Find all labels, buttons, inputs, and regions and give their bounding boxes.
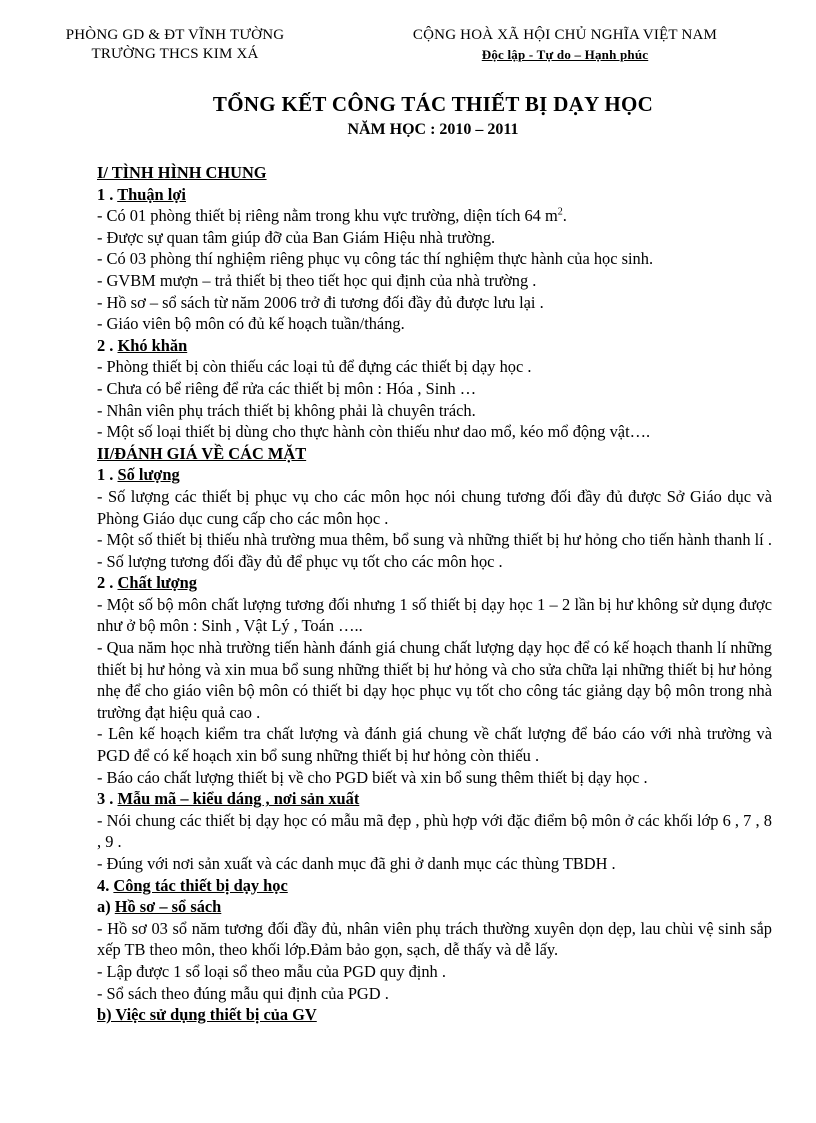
- advantage-item: - Giáo viên bộ môn có đủ kế hoạch tuần/tháng.: [97, 314, 405, 334]
- section-heading: II/ĐÁNH GIÁ VỀ CÁC MẶT: [97, 443, 307, 463]
- advantage-item: - GVBM mượn – trả thiết bị theo tiết học qui định của nhà trường .: [97, 270, 537, 290]
- difficulty-item: - Một số loại thiết bị dùng cho thực hành còn thiếu như dao mổ, kéo mổ động vật….: [97, 422, 651, 442]
- subsection-heading: 3 . Mẫu mã – kiểu dáng , nơi sản xuất: [97, 789, 360, 809]
- paragraph: - Lên kế hoạch kiểm tra chất lượng và đánh giá chung về chất lượng để báo cáo với nhà trường và PGD để có kế hoạch xin bổ sung những thiết bị hư hỏng còn thiếu .: [97, 724, 772, 766]
- document-title: TỔNG KẾT CÔNG TÁC THIẾT BỊ DẠY HỌC: [212, 92, 654, 116]
- paragraph: - Đúng với nơi sản xuất và các danh mục đã ghi ở danh mục các thùng TBDH .: [97, 854, 616, 873]
- advantage-item: - Được sự quan tâm giúp đỡ của Ban Giám Hiệu nhà trường.: [97, 227, 496, 247]
- subsection-heading: 1 . Số lượng: [97, 465, 180, 485]
- paragraph: - Lập được 1 sổ loại sổ theo mẫu của PGD quy định .: [97, 961, 446, 981]
- paragraph: - Qua năm học nhà trường tiến hành đánh giá chung chất lượng dạy học để có kế hoạch thanh lí những thiết bị hư hỏng và xin mua bổ sung những thiết bị hư hỏng và cho sửa chữa lại những thiết bị hư hỏng nhẹ để cho giáo viên bộ môn có thiết bi dạy học phục vụ tốt cho công tác giảng dạy bộ môn trong nhà trường đạt hiệu quả cao .: [97, 638, 772, 722]
- advantage-item: - Hồ sơ – sổ sách từ năm 2006 trở đi tương đối đầy đủ được lưu lại .: [97, 292, 544, 312]
- advantage-item: - Có 03 phòng thí nghiệm riêng phục vụ công tác thí nghiệm thực hành của học sinh.: [97, 249, 654, 269]
- subsection-heading: 4. Công tác thiết bị dạy học: [97, 875, 288, 895]
- paragraph: - Sổ sách theo đúng mẫu qui định của PGD .: [97, 983, 389, 1003]
- country-name: CỘNG HOÀ XÃ HỘI CHỦ NGHĨA VIỆT NAM: [412, 27, 718, 43]
- paragraph: - Báo cáo chất lượng thiết bị về cho PGD biết và xin bổ sung thêm thiết bị dạy học .: [97, 767, 648, 787]
- paragraph: - Nói chung các thiết bị dạy học có mẫu mã đẹp , phù hợp với đặc điểm bộ môn ở các khối lớp 6 , 7 , 8 , 9 .: [97, 810, 772, 852]
- paragraph: - Hồ sơ 03 sổ năm tương đối đầy đủ, nhân viên phụ trách thường xuyên dọn dẹp, lau chùi vệ sinh sắp xếp TB theo môn, theo khối lớp.Đảm bảo gọn, sạch, dễ thấy và dễ lấy.: [97, 918, 772, 960]
- advantage-item: - Có 01 phòng thiết bị riêng nằm trong khu vực trường, diện tích 64 $m^2$.: [97, 206, 567, 226]
- department-name: PHÒNG GD & ĐT VĨNH TƯỜNG: [65, 27, 285, 43]
- difficulty-item: - Nhân viên phụ trách thiết bị không phải là chuyên trách.: [97, 400, 476, 420]
- school-year: NĂM HỌC : 2010 – 2011: [347, 121, 519, 138]
- subsection-heading: 1 . Thuận lợi: [97, 184, 186, 204]
- national-motto: Độc lập - Tự do – Hạnh phúc: [481, 47, 649, 62]
- paragraph: - Một số thiết bị thiếu nhà trường mua thêm, bổ sung và những thiết bị hư hỏng cho tiến hành thanh lí .: [97, 530, 772, 550]
- subsection-heading-a: a) Hồ sơ – sổ sách: [97, 897, 222, 917]
- report-body: [97, 162, 772, 1026]
- section-heading: I/ TÌNH HÌNH CHUNG: [97, 163, 267, 182]
- paragraph: - Số lượng tương đối đầy đủ để phục vụ tốt cho các môn học .: [97, 551, 503, 571]
- subsection-heading: 2 . Khó khăn: [97, 335, 188, 355]
- national-header-block: [380, 26, 750, 64]
- issuing-agency-block: [40, 26, 310, 64]
- subsection-heading-b: b) Việc sử dụng thiết bị của GV: [97, 1005, 317, 1025]
- difficulty-item: - Chưa có bể riêng để rửa các thiết bị môn : Hóa , Sinh …: [97, 378, 477, 398]
- school-name: TRƯỜNG THCS KIM XÁ: [91, 46, 259, 62]
- paragraph: - Một số bộ môn chất lượng tương đối nhưng 1 số thiết bị dạy học 1 – 2 lần bị hư không sử dụng được như ở bộ môn : Sinh , Vật Lý , Toán …..: [97, 594, 772, 636]
- paragraph: - Số lượng các thiết bị phục vụ cho các môn học nói chung tương đối đầy đủ được Sở Giáo dục và Phòng Giáo dục cung cấp cho các môn học .: [97, 486, 772, 528]
- difficulty-item: - Phòng thiết bị còn thiếu các loại tủ để đựng các thiết bị dạy học .: [97, 357, 532, 377]
- subsection-heading: 2 . Chất lượng: [97, 573, 197, 593]
